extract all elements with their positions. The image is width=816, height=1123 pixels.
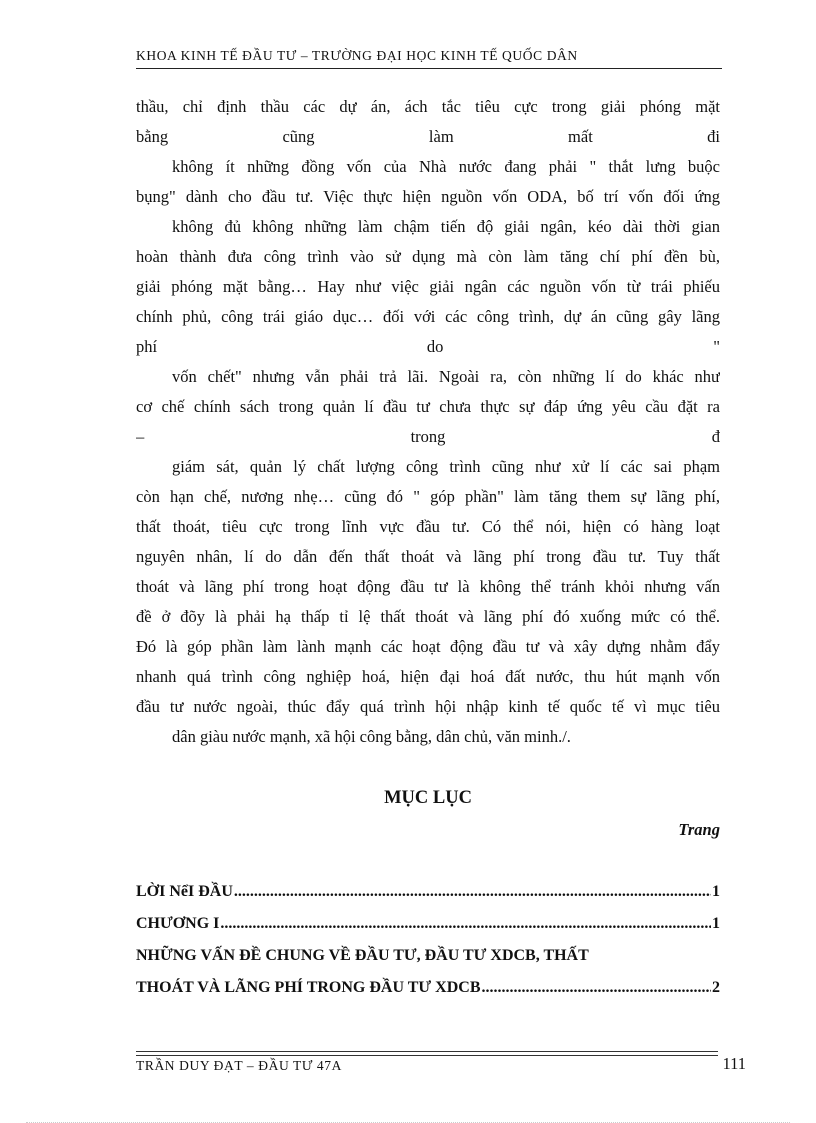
page-number: 111 <box>722 1054 746 1073</box>
body-line: còn hạn chế, nương nhẹ… cũng đó " góp phần" làm tăng them sự lãng phí, <box>136 487 720 506</box>
toc-entry-chapter-1-title[interactable] <box>136 940 720 972</box>
toc-entry-page: 1 <box>712 915 720 932</box>
body-line: đề ở đõy là phải hạ thấp tỉ lệ thất thoát và lãng phí đó xuống mức có thể. <box>136 607 720 626</box>
toc-entry-page: 1 <box>712 883 720 900</box>
toc-entry-chapter-1-title-cont[interactable] <box>136 972 720 1004</box>
body-line: bằng cũng làm mất đi <box>136 127 720 146</box>
body-line: vốn chết" nhưng vẫn phải trả lãi. Ngoài ra, còn những lí do khác như <box>172 367 720 386</box>
body-line: chính phủ, công trái giáo dục… đối với các công trình, dự án cũng gây lãng <box>136 307 720 326</box>
toc-leader-dots <box>482 972 712 1004</box>
body-line: bụng" dành cho đầu tư. Việc thực hiện nguồn vốn ODA, bố trí vốn đối ứng <box>136 187 720 206</box>
page-footer-author: TRẦN DUY ĐẠT – ĐẦU TƯ 47A <box>136 1058 342 1073</box>
body-line: không đủ không những làm chậm tiến độ giải ngân, kéo dài thời gian <box>172 217 720 236</box>
body-line: thất thoát, tiêu cực trong lĩnh vực đầu tư. Có thể nói, hiện có hàng loạt <box>136 517 720 536</box>
toc-page-column-label: Trang <box>678 820 720 839</box>
body-line: thoát và lãng phí trong hoạt động đầu tư là không thể tránh khỏi nhưng vấn <box>136 577 720 596</box>
body-line: dân giàu nước mạnh, xã hội công bằng, dân chủ, văn minh./. <box>172 727 571 746</box>
toc-entry-chapter-1[interactable] <box>136 908 720 940</box>
toc-leader-dots <box>220 908 711 940</box>
table-of-contents <box>136 876 720 1004</box>
body-line: giải phóng mặt bằng… Hay như việc giải ngân các nguồn vốn từ trái phiếu <box>136 277 720 296</box>
body-line: không ít những đồng vốn của Nhà nước đang phải " thắt lưng buộc <box>172 157 720 176</box>
toc-entry-label: LỜI NểI ĐẦU <box>136 883 233 900</box>
body-line: thầu, chỉ định thầu các dự án, ách tắc tiêu cực trong giải phóng mặt <box>136 97 720 116</box>
body-line: cơ chế chính sách trong quản lí đầu tư chưa thực sự đáp ứng yêu cầu đặt ra <box>136 397 720 416</box>
toc-entry-page: 2 <box>712 979 720 996</box>
header-rule <box>136 68 722 69</box>
body-line: phí do " <box>136 337 720 356</box>
toc-entry-label: NHỮNG VẤN ĐỀ CHUNG VỀ ĐẦU TƯ, ĐẦU TƯ XDCB, THẤT <box>136 947 589 964</box>
body-line: giám sát, quản lý chất lượng công trình cũng như xử lí các sai phạm <box>172 457 720 476</box>
body-text <box>136 92 720 752</box>
body-line: Đó là góp phần làm lành mạnh các hoạt động đầu tư và xây dựng nhằm đẩy <box>136 637 720 656</box>
footer-rule <box>136 1051 718 1052</box>
toc-entry-label: CHƯƠNG I <box>136 915 220 932</box>
toc-title: MỤC LỤC <box>384 788 472 808</box>
body-line: nguyên nhân, lí do dẫn đến thất thoát và lãng phí trong đầu tư. Tuy thất <box>136 547 720 566</box>
toc-entry-preface[interactable] <box>136 876 720 908</box>
body-line: – trong đ <box>136 427 720 446</box>
footer-rule <box>136 1055 718 1056</box>
toc-entry-label: THOÁT VÀ LÃNG PHÍ TRONG ĐẦU TƯ XDCB <box>136 979 481 996</box>
page-header: KHOA KINH TẾ ĐẦU TƯ – TRƯỜNG ĐẠI HỌC KINH TẾ QUỐC DÂN <box>136 48 578 63</box>
toc-leader-dots <box>234 876 711 908</box>
body-line: hoàn thành đưa công trình vào sử dụng mà còn làm tăng chí phí đền bù, <box>136 247 720 266</box>
body-line: nhanh quá trình công nghiệp hoá, hiện đại hoá đất nước, thu hút mạnh vốn <box>136 667 720 686</box>
body-line: đầu tư nước ngoài, thúc đẩy quá trình hội nhập kinh tế quốc tế vì mục tiêu <box>136 697 720 716</box>
